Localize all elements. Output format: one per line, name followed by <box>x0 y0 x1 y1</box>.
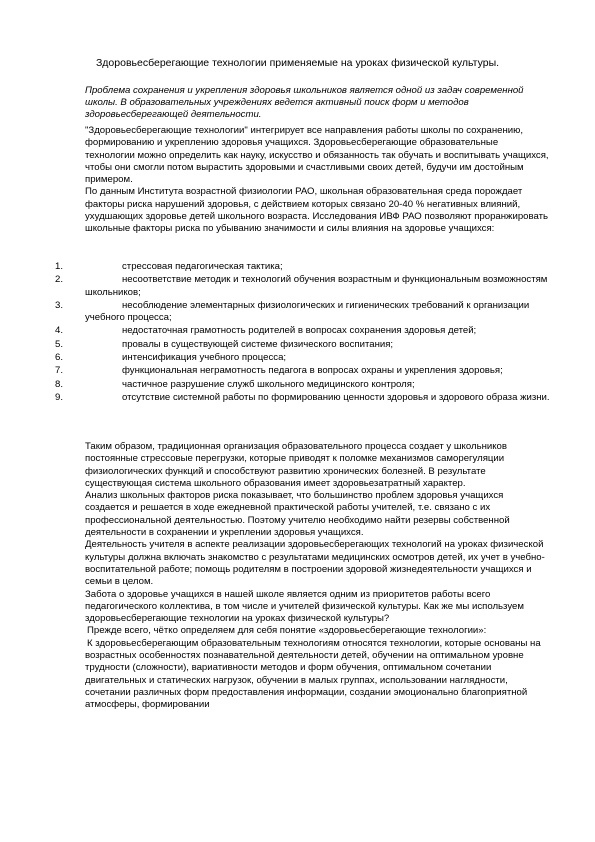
list-text: стрессовая педагогическая тактика; <box>122 261 283 272</box>
intro-paragraph: Проблема сохранения и укрепления здоровья школьников является одной из задач современной школы. В образовательных учреждениях ведется активный поиск форм и методов здоровьесберегающей деятельности. <box>85 85 524 121</box>
list-text: несоблюдение элементарных физиологических и гигиенических требований к организации учебного процесса; <box>85 299 530 324</box>
list-item <box>0 325 550 337</box>
list-text: провалы в существующей системе физического воспитания; <box>122 338 394 350</box>
list-item <box>0 339 550 351</box>
paragraph-1: "Здоровьесберегающие технологии" интегрирует все направления работы школы по сохранению, формированию и укреплению здоровья учащихся. Здоровьесберегающие образовательные технологии можно определить как науку, искусство и обязанность так обучать и воспитывать учащихся, чтобы они смогли потом вырастить здоровыми и счастливыми своих детей, будучи им достойным примером. <box>85 125 549 186</box>
risk-factors-list <box>0 261 595 405</box>
list-text: недостаточная грамотность родителей в вопросах сохранения здоровья детей; <box>122 325 477 337</box>
paragraph-8: К здоровьесберегающим образовательным технологиям относятся технологии, которые основаны на возрастных особенностях познавательной деятельности детей, обучении на оптимальном уровне трудности (сложности), вариативности методов и форм обучения, оптимальном сочетании двигательных и статических нагрузок, обучении в малых группах, использовании наглядности, сочетании различных форм предоставления информации, создании эмоционально благоприятной атмосферы, формировании <box>85 637 541 711</box>
list-item <box>0 392 550 404</box>
paragraph-5: Деятельность учителя в аспекте реализации здоровьесберегающих технологий на уроках физической культуры должна включать знакомство с результатами медицинских осмотров детей, их учет в учебно-воспитательной работе; помощь родителям в построении здоровой жизнедеятельности учащихся и семьи в целом. <box>85 539 545 588</box>
list-text: несоответствие методик и технологий обучения возрастным и функциональным возможностям школьников; <box>85 274 548 298</box>
list-item <box>0 379 550 391</box>
paragraph-7: Прежде всего, чётко определяем для себя понятие «здоровьесберегающие технологии»: <box>87 625 487 637</box>
list-number: 1. <box>55 261 64 272</box>
document-title: Здоровьесберегающие технологии применяемые на уроках физической культуры. <box>95 57 500 69</box>
list-text: частичное разрушение служб школьного медицинского контроля; <box>122 378 415 390</box>
body-bottom <box>85 441 550 712</box>
list-item <box>0 261 550 273</box>
paragraph-3: Таким образом, традиционная организация образовательного процесса создает у школьников постоянные стрессовые перегрузки, которые приводят к поломке механизмов саморегуляции физиологических функций и способствуют развитию хронических болезней. В результате существующая система школьного образования имеет здоровьезатратный характер. <box>85 441 507 489</box>
list-item <box>0 300 550 325</box>
list-text: отсутствие системной работы по формированию ценности здоровья и здорового образа жизни. <box>122 391 550 403</box>
body-top <box>85 125 550 236</box>
list-number: 7. <box>55 365 64 377</box>
list-text: интенсификация учебного процесса; <box>122 352 287 364</box>
list-number: 6. <box>55 352 64 364</box>
paragraph-2: По данным Института возрастной физиологии РАО, школьная образовательная среда порождает факторы риска нарушений здоровья, с действием которых связано 20-40 % негативных влияний, ухудшающих здоровье детей школьного возраста. Исследования ИВФ РАО позволяют проранжировать школьные факторы риска по убыванию значимости и силы влияния на здоровье учащихся: <box>85 186 548 235</box>
list-number: 3. <box>55 299 64 311</box>
list-number: 5. <box>55 338 64 350</box>
list-number: 4. <box>55 325 64 337</box>
list-item <box>0 365 550 377</box>
list-text: функциональная неграмотность педагога в вопросах охраны и укрепления здоровья; <box>122 365 503 377</box>
paragraph-4: Анализ школьных факторов риска показывает, что большинство проблем здоровья учащихся создается и решается в ходе ежедневной практической работы учителей, т.е. связано с их профессиональной деятельностью. Поэтому учителю необходимо найти резервы собственной деятельности в сохранении и укреплении здоровья учащихся. <box>85 490 510 539</box>
list-number: 9. <box>55 391 64 403</box>
paragraph-6: Забота о здоровье учащихся в нашей школе является одним из приоритетов работы всего педагогического коллектива, в том числе и учителей физической культуры. Как же мы используем здоровьесберегающие технологии на уроках физической культуры? <box>85 588 524 625</box>
list-number: 8. <box>55 378 64 390</box>
list-number: 2. <box>55 274 64 286</box>
list-item <box>0 274 550 299</box>
list-item <box>0 352 550 364</box>
